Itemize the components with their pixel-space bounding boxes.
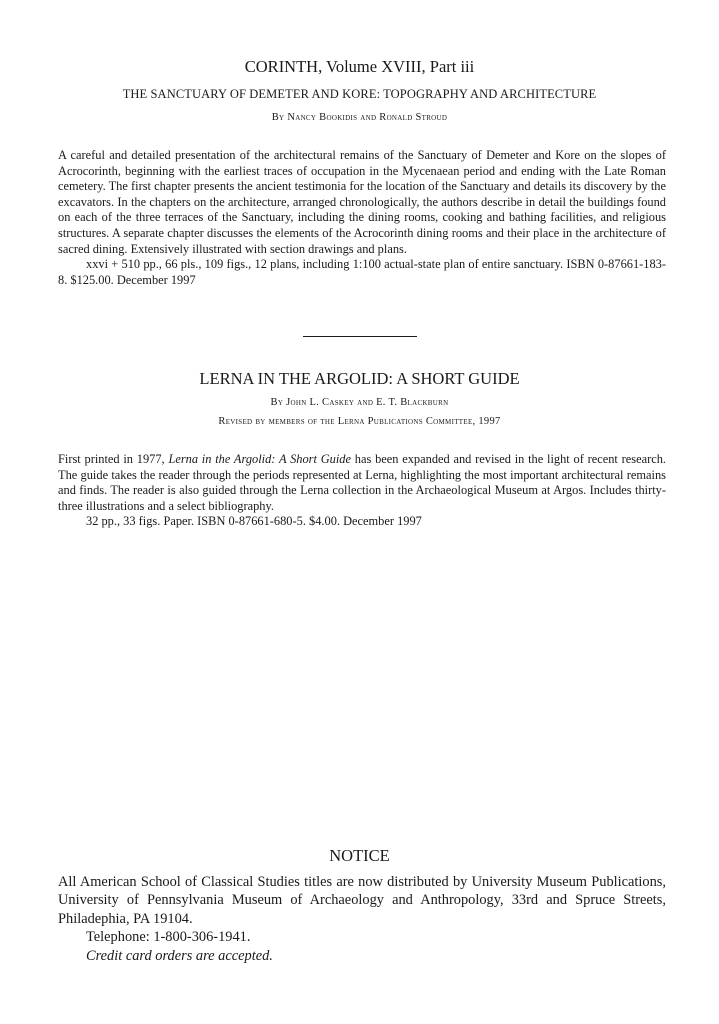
book1-description-block: [58, 148, 666, 288]
book2-book-title-italic: Lerna in the Argolid: A Short Guide: [168, 452, 352, 466]
book1-subtitle: THE SANCTUARY OF DEMETER AND KORE: TOPOGRAPHY AND ARCHITECTURE: [122, 87, 597, 101]
book2-title: LERNA IN THE ARGOLID: A SHORT GUIDE: [199, 369, 520, 388]
notice-credit-card: Credit card orders are accepted.: [86, 947, 273, 964]
book2-authors: By John L. Caskey and E. T. Blackburn: [270, 397, 449, 408]
book1-description: A careful and detailed presentation of the architectural remains of the Sanctuary of Demeter and Kore on the slopes of Acrocorinth, beginning with the earliest traces of occupation in the Mycenaean period and ending with the Late Roman cemetery. The first chapter presents the ancient testimonia for the location of the Sanctuary and details its discovery by the excavators. In the chapters on the architecture, arranged chronologically, the authors describe in detail the buildings found on each of the three terraces of the Sanctuary, including the dining rooms, cooking and bathing facilities, and religious structures. A separate chapter discusses the elements of the Acrocorinth dining rooms and their place in the architecture of sacred dining. Extensively illustrated with section drawings and plans.: [58, 148, 666, 256]
notice-heading: NOTICE: [329, 846, 390, 865]
book2-desc-suffix: has been expanded and revised in the light of recent research. The guide takes the reader through the periods represented at Lerna, highlighting the most important architectural remains and finds. The reader is also guided through the Lerna collection in the Archaeological Museum at Argos. Includes thirty-three illustrations and a select bibliography.: [58, 452, 667, 513]
notice-body: All American School of Classical Studies titles are now distributed by University Museum Publications, University of Pennsylvania Museum of Archaeology and Anthropology, 33rd and Spruce Streets, Philadephia, PA 19104.: [58, 874, 666, 927]
book1-authors: By Nancy Bookidis and Ronald Stroud: [271, 112, 448, 123]
book2-description-block: [58, 452, 666, 530]
book2-details: 32 pp., 33 figs. Paper. ISBN 0-87661-680-5. $4.00. December 1997: [86, 514, 422, 529]
section-divider: [303, 336, 417, 337]
book1-title: CORINTH, Volume XVIII, Part iii: [244, 57, 475, 76]
book2-desc-prefix: First printed in 1977,: [58, 452, 169, 466]
book1-details: xxvi + 510 pp., 66 pls., 109 figs., 12 plans, including 1:100 actual-state plan of entire sanctuary. ISBN 0-87661-183-8. $125.00. December 1997: [58, 257, 666, 287]
notice-block: [58, 873, 666, 965]
book2-revised-by: Revised by members of the Lerna Publications Committee, 1997: [218, 416, 501, 427]
book2-description: [58, 452, 666, 514]
notice-telephone: Telephone: 1-800-306-1941.: [86, 929, 251, 946]
